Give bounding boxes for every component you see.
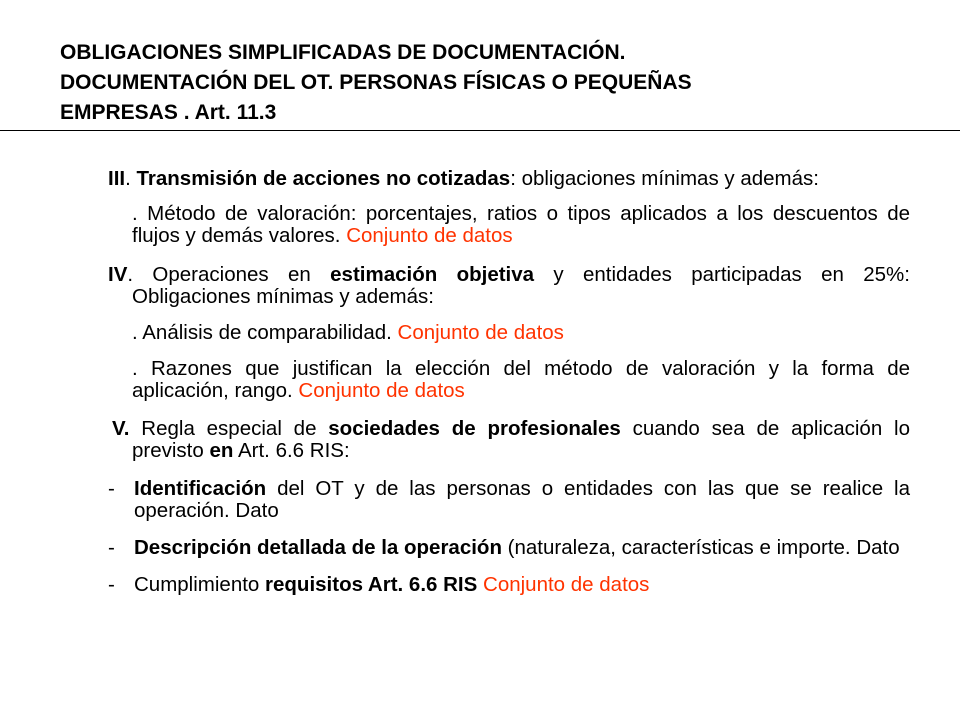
- slide-title: [60, 38, 920, 128]
- title-line-1: OBLIGACIONES SIMPLIFICADAS DE DOCUMENTACIÓN.: [60, 41, 626, 64]
- item-iii-number: III: [108, 167, 126, 190]
- item-v-bold-2: en: [209, 439, 234, 462]
- slide-body: [108, 168, 910, 596]
- dash-item-1-text: del OT y de las personas o entidades con las que se realice la operación. Dato: [134, 477, 910, 522]
- item-iv-sub-1: [108, 322, 910, 344]
- item-v-bold: sociedades de profesionales: [328, 417, 621, 440]
- dash-item-2-body: [134, 537, 910, 559]
- item-v-number: V.: [112, 417, 130, 440]
- dash-mark: -: [108, 536, 115, 559]
- dash-item-3: [108, 574, 910, 596]
- dash-item-2-text: (naturaleza, características e importe. Dato: [501, 536, 900, 559]
- item-iv-sub-1-text: . Análisis de comparabilidad.: [132, 321, 398, 344]
- dash-item-2-bold: Descripción detallada de la operación: [134, 536, 502, 559]
- item-v-text-3: Art. 6.6 RIS:: [233, 439, 350, 462]
- title-line-2: DOCUMENTACIÓN DEL OT. PERSONAS FÍSICAS O PEQUEÑAS: [60, 71, 692, 94]
- item-v-text-1: Regla especial de: [129, 417, 329, 440]
- item-iv-sub-1-tag: Conjunto de datos: [397, 321, 564, 344]
- item-iv-text-1: . Operaciones en: [127, 263, 331, 286]
- item-iv-text-2: y entidades participadas en 25%: Obligaciones mínimas y además:: [132, 263, 910, 308]
- dash-item-1-body: [134, 478, 910, 522]
- item-iv-bold: estimación objetiva: [330, 263, 535, 286]
- dash-mark: -: [108, 477, 115, 500]
- item-iii-text: : obligaciones mínimas y además:: [510, 167, 819, 190]
- item-iv-sub-2-text: . Razones que justifican la elección del método de valoración y la forma de aplicación, rango.: [132, 357, 910, 402]
- item-iii-sub-1-tag: Conjunto de datos: [346, 224, 513, 247]
- item-v: [108, 418, 910, 462]
- dash-item-3-body: [134, 574, 910, 596]
- title-line-3: EMPRESAS . Art. 11.3: [60, 101, 277, 124]
- dash-item-3-bold: requisitos Art. 6.6 RIS: [265, 573, 478, 596]
- item-iv-number: IV: [108, 263, 128, 286]
- dash-mark: -: [108, 573, 115, 596]
- item-iv: [108, 264, 910, 308]
- item-iv-sub-2: [108, 358, 910, 402]
- item-iii-dot: .: [125, 167, 137, 190]
- dash-item-3-tag: Conjunto de datos: [477, 573, 650, 596]
- item-iv-sub-2-tag: Conjunto de datos: [298, 379, 465, 402]
- dash-item-3-text: Cumplimiento: [134, 573, 266, 596]
- dash-item-1-bold: Identificación: [134, 477, 267, 500]
- item-v-text-2: cuando sea de aplicación lo previsto: [132, 417, 910, 462]
- dash-item-2: [108, 537, 910, 559]
- item-iii-sub-1-text: . Método de valoración: porcentajes, ratios o tipos aplicados a los descuentos de flujos y demás valores.: [132, 202, 910, 247]
- item-iii-heading: Transmisión de acciones no cotizadas: [136, 167, 511, 190]
- item-iii: [108, 168, 910, 190]
- title-divider: [0, 130, 960, 131]
- item-iii-sub-1: [108, 203, 910, 247]
- dash-item-1: [108, 478, 910, 522]
